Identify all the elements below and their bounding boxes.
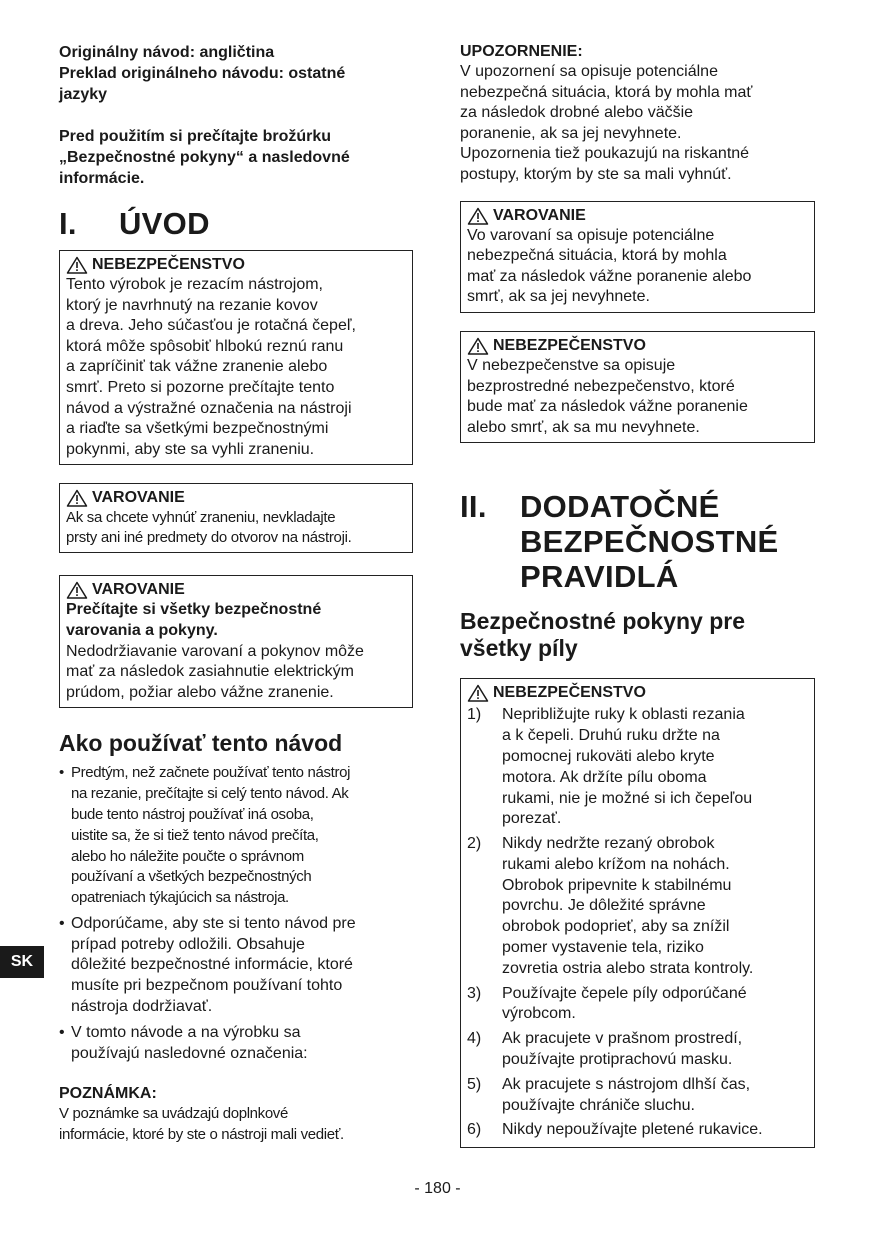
box-body xyxy=(467,226,808,308)
text-line: bude tento nástroj používať iná osoba, xyxy=(71,805,314,823)
item-text xyxy=(502,1120,808,1141)
box-heading xyxy=(467,206,808,226)
box-heading xyxy=(467,683,808,703)
box-heading-label: NEBEZPEČENSTVO xyxy=(493,336,646,354)
numbered-list xyxy=(467,705,808,1141)
box-heading-label: NEBEZPEČENSTVO xyxy=(493,684,646,702)
section-title-saw-safety xyxy=(460,608,815,662)
note-text xyxy=(59,1104,413,1144)
caution-text xyxy=(460,62,815,186)
text-line: používajú nasledovné označenia: xyxy=(71,1044,308,1062)
item-number: 4) xyxy=(467,1030,482,1048)
item-text xyxy=(502,834,808,980)
text-line: za následok drobné alebo väčšie xyxy=(460,104,694,122)
intro-line: jazyky xyxy=(59,86,108,103)
box-bold-body xyxy=(66,600,406,641)
text-line: prúdom, požiar alebo vážne zranenie. xyxy=(66,683,334,701)
text-line: a zapríčiniť tak vážne zranenie alebo xyxy=(66,358,328,376)
text-line: Ak sa chcete vyhnúť zraneniu, nevkladajte xyxy=(66,509,336,527)
text-line: Prečítajte si všetky bezpečnostné xyxy=(66,601,322,619)
box-heading-label: VAROVANIE xyxy=(493,206,586,224)
text-line: a riaďte sa všetkými bezpečnostnými xyxy=(66,420,329,438)
text-line: rukami alebo krížom na nohách. xyxy=(502,855,730,873)
text-line: nebezpečná situácia, ktorá by mohla xyxy=(467,247,727,265)
text-line: návod a výstražné označenia na nástroji xyxy=(66,399,352,417)
item-text xyxy=(502,705,808,830)
warning-box xyxy=(59,575,413,708)
list-item xyxy=(467,1075,808,1117)
text-line: pokynmi, aby ste sa vyhli zraneniu. xyxy=(66,440,315,458)
chapter-number: I. xyxy=(59,206,77,241)
chapter-title: ÚVOD xyxy=(119,206,210,241)
title-line: BEZPEČNOSTNÉ xyxy=(520,524,779,560)
item-number: 6) xyxy=(467,1121,482,1139)
text-line: poranenie, ak sa jej nevyhnete. xyxy=(460,124,682,142)
text-line: Tento výrobok je rezacím nástrojom, xyxy=(66,276,323,293)
chapter-number: II. xyxy=(460,489,487,525)
read-line: Pred použitím si prečítajte brožúrku xyxy=(59,128,332,145)
read-line: „Bezpečnostné pokyny“ a nasledovné xyxy=(59,149,350,166)
box-body xyxy=(66,642,406,704)
text-line: porezať. xyxy=(502,810,562,828)
language-tab: SK xyxy=(0,946,44,978)
text-line: mať za následok zasiahnutie elektrickým xyxy=(66,663,354,681)
text-line: bezprostredné nebezpečenstvo, ktoré xyxy=(467,377,735,395)
list-item xyxy=(59,1023,413,1065)
text-line: zovretia ostria alebo strata kontroly. xyxy=(502,959,754,977)
chapter-title xyxy=(520,489,815,594)
list-item xyxy=(59,763,413,909)
warning-triangle-icon xyxy=(66,581,88,599)
text-line: povrchu. Je dôležité správne xyxy=(502,897,706,915)
text-line: V poznámke sa uvádzajú doplnkové xyxy=(59,1105,288,1123)
left-column xyxy=(59,42,413,1145)
warning-triangle-icon xyxy=(467,337,489,355)
intro-text xyxy=(59,42,413,105)
bullet-list xyxy=(59,763,413,1064)
text-line: bude mať za následok vážne poranenie xyxy=(467,398,748,416)
item-number: 1) xyxy=(467,706,482,724)
text-line: V tomto návode a na výrobku sa xyxy=(71,1023,301,1041)
text-line: postupy, ktorým by ste sa mali vyhnúť. xyxy=(460,165,732,183)
text-line: a dreva. Jeho súčasťou je rotačná čepeľ, xyxy=(66,317,356,335)
text-line: ktorý je navrhnutý na rezanie kovov xyxy=(66,296,318,314)
bullet-marker: • xyxy=(59,914,65,932)
title-line: všetky píly xyxy=(460,635,578,662)
text-line: Nepribližujte ruky k oblasti rezania xyxy=(502,706,745,724)
text-line: pomocnej rukoväti alebo kryte xyxy=(502,747,715,765)
title-line: DODATOČNÉ xyxy=(520,489,720,525)
list-item xyxy=(467,705,808,830)
text-line: Predtým, než začnete používať tento nástroj xyxy=(71,764,351,782)
text-line: Nedodržiavanie varovaní a pokynov môže xyxy=(66,642,364,660)
item-number: 3) xyxy=(467,984,482,1002)
item-text xyxy=(502,984,808,1026)
list-item xyxy=(467,1120,808,1141)
text-line: dôležité bezpečnostné informácie, ktoré xyxy=(71,956,353,974)
bullet-marker: • xyxy=(59,1023,65,1041)
caution-label: UPOZORNENIE: xyxy=(460,43,583,60)
box-heading-label: NEBEZPEČENSTVO xyxy=(92,256,245,273)
box-heading xyxy=(66,580,406,600)
title-line: Bezpečnostné pokyny pre xyxy=(460,608,746,635)
danger-box xyxy=(59,250,413,465)
warning-triangle-icon xyxy=(467,684,489,702)
item-text xyxy=(502,1075,808,1117)
bullet-marker: • xyxy=(59,764,64,782)
section-title-how-to-use: Ako používať tento návod xyxy=(59,730,343,757)
text-line: Vo varovaní sa opisuje potenciálne xyxy=(467,226,715,244)
text-line: uistite sa, že si tiež tento návod prečíta, xyxy=(71,826,319,844)
text-line: musíte pri bezpečnom používaní tohto xyxy=(71,977,343,995)
note-label: POZNÁMKA: xyxy=(59,1085,157,1103)
text-line: smrť. Preto si pozorne prečítajte tento xyxy=(66,378,335,396)
text-line: Nikdy nedržte rezaný obrobok xyxy=(502,835,715,853)
warning-box xyxy=(59,483,413,553)
text-line: rukami, nie je možné si ich čepeľou xyxy=(502,789,753,807)
text-line: opatreniach týkajúcich sa nástroja. xyxy=(71,889,289,907)
text-line: Obrobok pripevnite k stabilnému xyxy=(502,876,732,894)
text-line: Používajte čepele píly odporúčané xyxy=(502,984,747,1002)
text-line: používajte chrániče sluchu. xyxy=(502,1096,695,1114)
text-line: mať za následok vážne poranenie alebo xyxy=(467,267,752,285)
list-item xyxy=(467,834,808,980)
danger-box xyxy=(460,331,815,443)
text-line: prípad potreby odložili. Obsahuje xyxy=(71,935,305,953)
text-line: výrobcom. xyxy=(502,1005,576,1023)
text-line: používajte protiprachovú masku. xyxy=(502,1051,733,1069)
box-body xyxy=(66,275,406,460)
box-heading xyxy=(66,488,406,508)
item-text xyxy=(502,1029,808,1071)
text-line: obrobok podoprieť, aby sa znížil xyxy=(502,918,730,936)
text-line: Odporúčame, aby ste si tento návod pre xyxy=(71,914,356,932)
text-line: a k čepeli. Druhú ruku držte na xyxy=(502,727,720,745)
text-line: nebezpečná situácia, ktorá by mohla mať xyxy=(460,83,753,101)
box-heading xyxy=(66,255,406,275)
item-number: 2) xyxy=(467,835,482,853)
danger-box xyxy=(460,678,815,1148)
text-line: V upozornení sa opisuje potenciálne xyxy=(460,63,718,80)
item-number: 5) xyxy=(467,1075,482,1093)
chapter-heading-safety-rules xyxy=(460,489,815,594)
text-line: prsty ani iné predmety do otvorov na nástroji. xyxy=(66,529,352,547)
box-heading-label: VAROVANIE xyxy=(92,581,185,599)
page-number: - 180 - xyxy=(414,1180,461,1197)
text-line: informácie, ktoré by ste o nástroji mali vedieť. xyxy=(59,1125,344,1143)
text-line: používaní a všetkých bezpečnostných xyxy=(71,868,312,886)
warning-triangle-icon xyxy=(66,256,88,274)
text-line: smrť, ak sa jej nevyhnete. xyxy=(467,288,650,306)
list-item xyxy=(467,1029,808,1071)
box-heading xyxy=(467,336,808,356)
read-booklet-text xyxy=(59,126,413,189)
text-line: Nikdy nepoužívajte pletené rukavice. xyxy=(502,1121,763,1139)
text-line: V nebezpečenstve sa opisuje xyxy=(467,356,676,374)
chapter-heading-intro xyxy=(59,208,413,240)
text-line: Ak pracujete s nástrojom dlhší čas, xyxy=(502,1075,751,1093)
warning-box xyxy=(460,201,815,313)
intro-line: Preklad originálneho návodu: ostatné xyxy=(59,65,346,82)
intro-line: Originálny návod: angličtina xyxy=(59,44,275,61)
text-line: alebo ho náležite poučte o správnom xyxy=(71,847,304,865)
text-line: alebo smrť, ak sa mu nevyhnete. xyxy=(467,418,700,436)
text-line: varovania a pokyny. xyxy=(66,621,218,639)
text-line: na rezanie, prečítajte si celý tento návod. Ak xyxy=(71,785,349,803)
title-line: PRAVIDLÁ xyxy=(520,559,679,595)
right-column xyxy=(460,42,815,1148)
text-line: Ak pracujete v prašnom prostredí, xyxy=(502,1030,743,1048)
text-line: pomer vystavenie tela, riziko xyxy=(502,939,704,957)
box-body xyxy=(66,508,406,548)
read-line: informácie. xyxy=(59,170,145,187)
warning-triangle-icon xyxy=(467,207,489,225)
warning-triangle-icon xyxy=(66,489,88,507)
box-heading-label: VAROVANIE xyxy=(92,489,185,507)
text-line: motora. Ak držíte pílu oboma xyxy=(502,768,707,786)
box-body xyxy=(467,356,808,438)
list-item xyxy=(59,914,413,1018)
text-line: ktorá môže spôsobiť hlbokú reznú ranu xyxy=(66,337,344,355)
text-line: Upozornenia tiež poukazujú na riskantné xyxy=(460,145,750,163)
list-item xyxy=(467,984,808,1026)
text-line: nástroja dodržiavať. xyxy=(71,998,213,1016)
